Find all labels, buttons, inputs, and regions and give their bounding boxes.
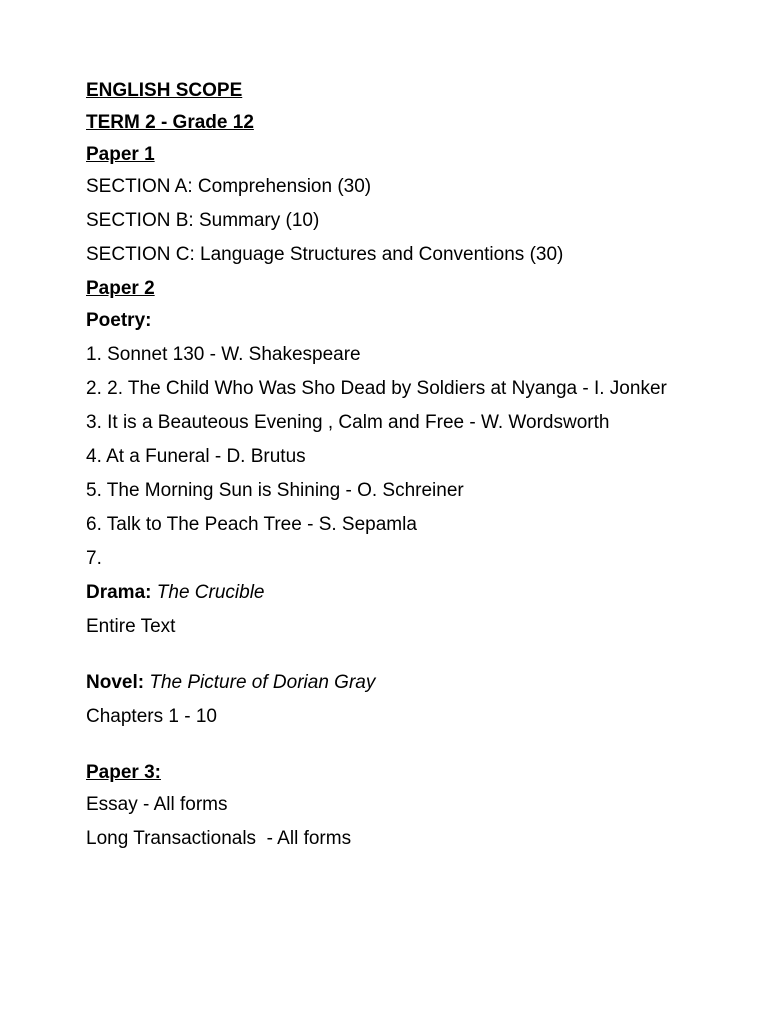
paper1-section-b: SECTION B: Summary (10) [86, 210, 320, 231]
paper1-section-c: SECTION C: Language Structures and Conventions (30) [86, 244, 564, 265]
drama-title: The Crucible [156, 582, 265, 603]
poem-item: 3. It is a Beauteous Evening , Calm and Free - W. Wordsworth [86, 412, 610, 433]
paper2-heading: Paper 2 [86, 278, 155, 299]
paper1-heading: Paper 1 [86, 144, 155, 165]
drama-label: Drama: [86, 582, 152, 603]
spacer [86, 650, 686, 672]
paper3-item: Long Transactionals - All forms [86, 828, 352, 849]
paper3-heading: Paper 3: [86, 762, 161, 783]
poem-item: 7. [86, 548, 102, 569]
poem-item: 5. The Morning Sun is Shining - O. Schreiner [86, 480, 464, 501]
novel-title: The Picture of Dorian Gray [149, 672, 376, 693]
poem-item: 4. At a Funeral - D. Brutus [86, 446, 306, 467]
drama-line [86, 582, 686, 604]
poetry-label: Poetry: [86, 310, 152, 331]
novel-scope: Chapters 1 - 10 [86, 706, 217, 727]
paper3-item: Essay - All forms [86, 794, 228, 815]
poem-item: 1. Sonnet 130 - W. Shakespeare [86, 344, 361, 365]
document-title: ENGLISH SCOPE [86, 80, 243, 101]
poem-item: 2. 2. The Child Who Was Sho Dead by Soldiers at Nyanga - I. Jonker [86, 378, 667, 399]
novel-label: Novel: [86, 672, 145, 693]
term-heading: TERM 2 - Grade 12 [86, 112, 254, 133]
paper1-section-a: SECTION A: Comprehension (30) [86, 176, 372, 197]
spacer [86, 740, 686, 762]
drama-scope: Entire Text [86, 616, 176, 637]
poem-item: 6. Talk to The Peach Tree - S. Sepamla [86, 514, 417, 535]
novel-line [86, 672, 686, 694]
document-page [86, 80, 686, 862]
